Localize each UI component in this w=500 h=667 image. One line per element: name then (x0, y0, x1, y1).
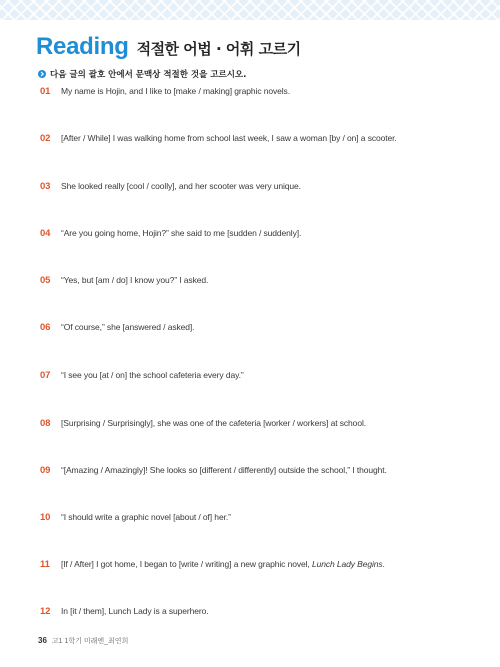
question-item (40, 370, 244, 381)
question-text: [Surprising / Surprisingly], she was one of the cafeteria [worker / workers] at school. (61, 418, 366, 428)
question-text: [After / While] I was walking home from school last week, I saw a woman [by / on] a scooter. (61, 133, 397, 143)
question-item (40, 86, 290, 97)
question-item (40, 559, 385, 570)
novel-title: Lunch Lady Begins (311, 559, 383, 569)
question-item (40, 322, 194, 333)
question-item (40, 275, 208, 286)
question-text-part: [If / After] I got home, I began to [write / writing] a new graphic novel, (61, 559, 312, 569)
question-text: “Of course,” she [answered / asked]. (61, 322, 195, 332)
question-text: “I should write a graphic novel [about / of] her.” (61, 512, 231, 522)
question-text (61, 559, 385, 569)
question-number: 09 (40, 465, 51, 476)
question-text: “Are you going home, Hojin?” she said to me [sudden / suddenly]. (61, 228, 302, 238)
question-item (40, 512, 231, 523)
instruction-text: 다음 글의 괄호 안에서 문맥상 적절한 것을 고르시오. (50, 70, 247, 80)
question-text-part: . (382, 559, 385, 569)
page-footer (38, 636, 128, 646)
question-number: 06 (40, 322, 51, 333)
question-number: 10 (40, 512, 51, 523)
question-text: She looked really [cool / coolly], and her scooter was very unique. (61, 181, 301, 191)
question-text: In [it / them], Lunch Lady is a superhero. (61, 606, 209, 616)
question-item (40, 181, 301, 192)
question-text: “[Amazing / Amazingly]! She looks so [different / differently] outside the school,” I thought. (61, 465, 387, 475)
question-item (40, 418, 366, 429)
question-text: “I see you [at / on] the school cafeteria every day.” (61, 370, 244, 380)
question-item (40, 606, 208, 617)
question-number: 01 (40, 86, 51, 97)
section-subtitle: 적절한 어법 · 어휘 고르기 (136, 40, 301, 58)
question-item (40, 228, 301, 239)
question-item (40, 465, 387, 476)
question-number: 02 (40, 133, 51, 144)
question-item (40, 133, 397, 144)
question-number: 03 (40, 181, 51, 192)
question-number: 04 (40, 228, 51, 239)
question-text: My name is Hojin, and I like to [make / making] graphic novels. (61, 86, 290, 96)
question-number: 07 (40, 370, 51, 381)
question-number: 05 (40, 275, 51, 286)
chevron-right-icon (38, 70, 46, 78)
question-number: 11 (40, 559, 50, 570)
instruction-line (38, 68, 246, 80)
footer-caption: 고1 1학기 미래엔_최연희 (51, 638, 129, 645)
question-number: 08 (40, 418, 51, 429)
decorative-top-band (0, 0, 500, 20)
section-brand-title: Reading (36, 33, 129, 60)
section-header (36, 33, 301, 63)
page-number: 36 (38, 636, 47, 645)
question-number: 12 (40, 606, 51, 617)
question-text: “Yes, but [am / do] I know you?” I asked. (61, 275, 209, 285)
